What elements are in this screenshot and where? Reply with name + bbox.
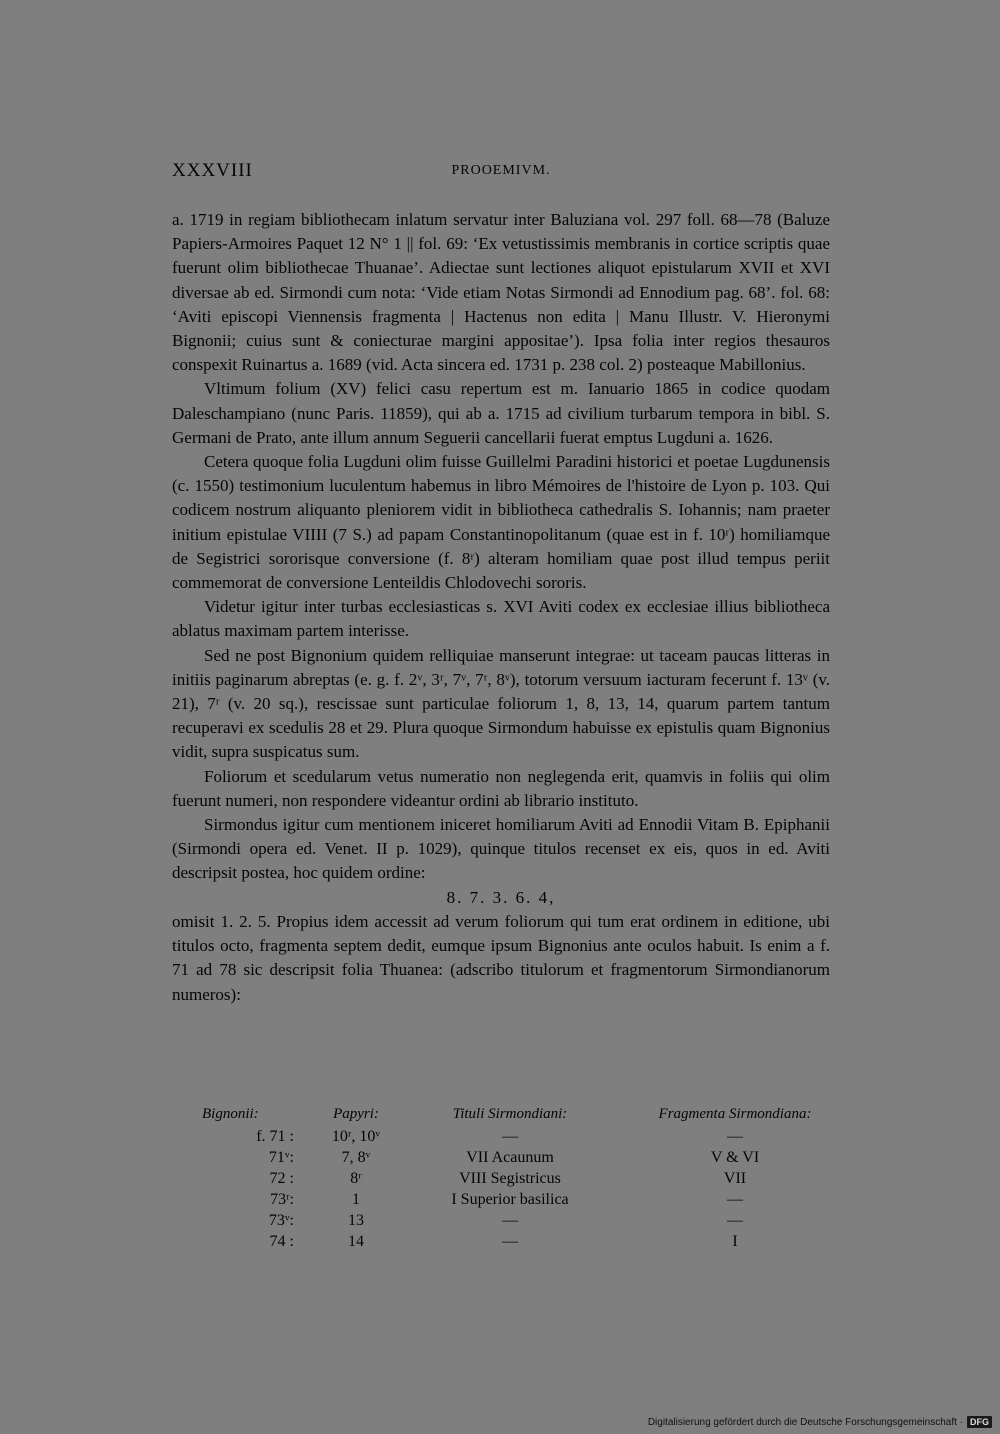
paragraph: Sirmondus igitur cum mentionem iniceret homiliarum Aviti ad Ennodii Vitam B. Epiphanii (Sirmondi opera ed. Venet. II p. 1029), quinque titulos recenset ex eis, quos in ed. Aviti descripsit postea, hoc quidem ordine: <box>172 815 830 883</box>
table-cell: 73ᵛ: <box>268 1211 294 1229</box>
table-cell: 10ʳ, 10ᵛ <box>331 1127 381 1145</box>
paragraph: Foliorum et scedularum vetus numeratio non neglegenda erit, quamvis in foliis qui olim fuerunt numeri, non respondere videantur ordini ab librario instituto. <box>172 766 830 810</box>
paragraph: Videtur igitur inter turbas ecclesiasticas s. XVI Aviti codex ex ecclesiae illius bibliotheca ablatus maximam partem interisse. <box>172 597 830 641</box>
table-cell: 1 <box>352 1190 360 1208</box>
column-header: Bignonii: <box>202 1105 259 1122</box>
table-cell: — <box>502 1127 518 1145</box>
page-number: XXXVIII <box>172 160 253 181</box>
column-header: Fragmenta Sirmondiana: <box>658 1105 812 1122</box>
paragraph: Cetera quoque folia Lugduni olim fuisse Guillelmi Paradini historici et poetae Lugdunensis (c. 1550) testimonium luculentum habemus in libro Mémoires de l'histoire de Lyon p. 103. Qui codicem nostrum aliquanto pleniorem vidit in bibliotheca cathedralis S. Iohannis; nam praeter initium epistulae VIIII (7 S.) ad papam Constantinopolitanum (quae est in f. 10ʳ) homiliamque de Segistrici sororisque conversione (f. 8ʳ) alteram homiliam quae post illud tempus periit commemorat de conversione Lenteildis Chlodovechi sororis. <box>172 452 830 593</box>
table-cell: — <box>727 1127 743 1145</box>
table-cell: 14 <box>348 1232 364 1250</box>
table-cell: — <box>502 1232 518 1250</box>
table-cell: V & VI <box>710 1148 760 1166</box>
table-cell: — <box>502 1211 518 1229</box>
table-cell: 7, 8ᵛ <box>341 1148 371 1166</box>
table-row <box>190 1189 860 1210</box>
table-cell: — <box>727 1211 743 1229</box>
table-cell: 73ʳ: <box>270 1190 294 1208</box>
table-cell: 74 : <box>269 1232 294 1250</box>
paragraph: Sed ne post Bignonium quidem relliquiae manserunt integrae: ut taceam paucas litteras in initiis paginarum abreptas (e. g. f. 2ᵛ, 3ʳ, 7ᵛ, 7ʳ, 8ᵛ), totorum versuum iacturam fecerunt f. 13ᵛ (v. 21), 7ʳ (v. 20 sq.), rescissae sunt particulae foliorum 1, 8, 13, 14, quarum partem tantum recuperavi ex scedulis 28 et 29. Plura quoque Sirmondum habuisse ex epistulis quam Bignonius vidit, supra suspicatus sum. <box>172 645 830 762</box>
table-header-row <box>190 1102 860 1126</box>
table-cell: VII Acaunum <box>466 1148 554 1166</box>
column-header: Papyri: <box>333 1105 379 1122</box>
table-cell: f. 71 : <box>256 1127 294 1145</box>
table-cell: 71ᵛ: <box>268 1148 294 1166</box>
table-cell: 13 <box>348 1211 364 1229</box>
body-text <box>172 208 830 1007</box>
dfg-logo: DFG <box>967 1416 992 1428</box>
paragraph: a. 1719 in regiam bibliothecam inlatum servatur inter Baluziana vol. 297 foll. 68—78 (Baluze Papiers-Armoires Paquet 12 N° 1 || fol. 69: ‘Ex vetustissimis membranis in cortice scriptis quae fuerunt olim bibliothecae Thuanae’. Adiectae sunt lectiones aliquot epistularum XVII et XVI diversae ab ed. Sirmondi cum nota: ‘Vide etiam Notas Sirmondi ad Ennodium pag. 68’. fol. 68: ‘Aviti episcopi Viennensis fragmenta | Hactenus non edita | Manu Illustr. V. Hieronymi Bignonii; cuius sunt & coniecturae margini appositae’). Ipsa folia inter regios thesauros conspexit Ruinartus a. 1689 (vid. Acta sincera ed. 1731 p. 238 col. 2) posteaque Mabillonius. <box>172 210 830 375</box>
table-row <box>190 1210 860 1231</box>
credit-text: Digitalisierung gefördert durch die Deutsche Forschungsgemeinschaft · <box>647 1416 963 1428</box>
table-cell: 8ʳ <box>350 1169 362 1187</box>
folio-table <box>190 1102 860 1252</box>
table-cell: VIII Segistricus <box>459 1169 561 1187</box>
column-header: Tituli Sirmondiani: <box>452 1105 568 1122</box>
running-head: PROOEMIVM. <box>451 163 551 178</box>
table-cell: VII <box>723 1169 747 1187</box>
table-row <box>190 1147 860 1168</box>
table-row <box>190 1168 860 1189</box>
table-cell: I Superior basilica <box>451 1190 569 1208</box>
sequence-line: 8. 7. 3. 6. 4, <box>446 887 556 907</box>
paragraph: Vltimum folium (XV) felici casu repertum est m. Ianuario 1865 in codice quodam Daleschampiano (nunc Paris. 11859), qui ab a. 1715 ad civilium turbarum tempora in bibl. S. Germani de Prato, ante illum annum Seguerii cancellarii fuerat emptus Lugduni a. 1626. <box>172 379 830 447</box>
table-row <box>190 1126 860 1147</box>
page-header <box>172 160 830 188</box>
digitization-credit <box>648 1416 992 1428</box>
paragraph: omisit 1. 2. 5. Propius idem accessit ad verum foliorum qui tum erat ordinem in editione, ubi titulos octo, fragmenta septem dedit, eumque ipsum Bignonius ante oculos habuit. Is enim a f. 71 ad 78 sic descripsit folia Thuanea: (adscribo titulorum et fragmentorum Sirmondianorum numeros): <box>172 911 830 1004</box>
table-cell: I <box>732 1232 738 1250</box>
table-row <box>190 1231 860 1252</box>
table-cell: 72 : <box>269 1169 294 1187</box>
table-cell: — <box>727 1190 743 1208</box>
